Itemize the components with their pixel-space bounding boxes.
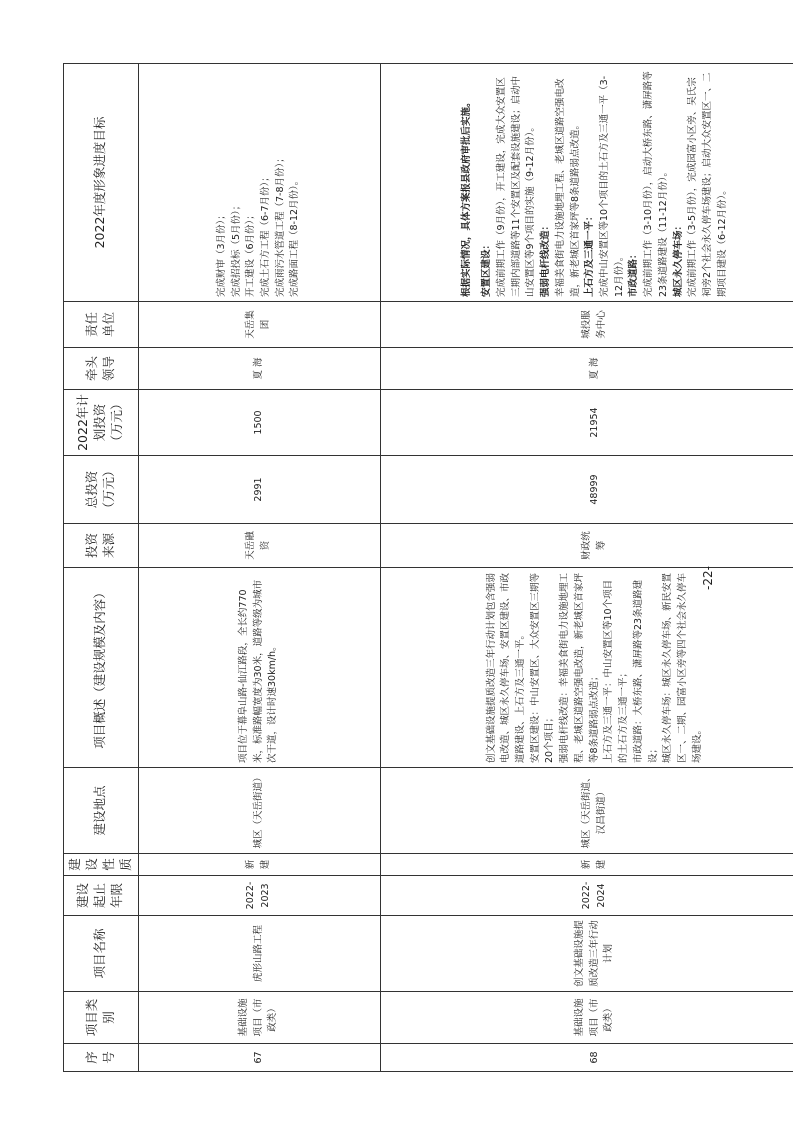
row67-goal: 完成财审（3月份）； 完成招投标（5月份）； 开工建设（6月份）； 完成土石方工程（6-7月份）； 完成雨污水管道工程（7-8月份）； 完成路面工程（8-12月份）。 — [138, 64, 380, 302]
row68-summary: 创文基础设施提质改造三年行动计划包含强弱电改造、城区永久停车场、安置区建设、市政道路建设、上石方及三通一平。 安置区建设：中山安置区、大众安置区三期等20个项目； 强弱电杆线改造：幸福美食街电力设施地埋工程、老城区道路空强电改造，新老城区首家坪等8条道路弱点改造； 上石方及三通一平：中山安置区等10个项目的土石方及三通一平； 市政道路：大桥东路、潇屏路等23条道路建设； 城区永久停车场：城区永久停车场、新民安置区一、二期、园富小区旁等四个社会永久停车场建设。 — [380, 568, 793, 768]
table-row — [380, 64, 793, 1072]
row68-nature: 新建 — [380, 854, 793, 876]
header-summary: 项目概述（建设规模及内容） — [64, 568, 139, 768]
header-goal: 2022年度形象进度目标 — [64, 64, 139, 302]
goal-section — [480, 68, 539, 297]
header-name: 项目名称 — [64, 916, 139, 992]
row68-period: 2022-2024 — [380, 876, 793, 916]
goal-section-text: 完成前期工作（3-10月份），启动大桥东路、潇屏路等23条道路建设（11-12月份）。 — [643, 71, 669, 297]
row68-goal — [380, 64, 793, 302]
header-leader: 牵头领导 — [64, 348, 139, 390]
goal-section — [583, 68, 627, 297]
row68-total: 48999 — [380, 456, 793, 524]
header-nature: 建设性质 — [64, 854, 139, 876]
goal-section-title: 市政道路： — [628, 249, 640, 297]
goal-section — [672, 68, 731, 297]
goal-section — [627, 68, 671, 297]
header-location: 建设地点 — [64, 768, 139, 854]
goal-section-title: 强弱电杆线改造： — [540, 220, 552, 297]
row68-location: 城区（天岳街道、汉昌街道） — [380, 768, 793, 854]
goal-section-title: 城区永久停车场： — [672, 220, 684, 297]
table-row — [138, 64, 380, 1072]
row68-category: 基础设施项目（市政类） — [380, 992, 793, 1044]
row67-source: 天岳融资 — [138, 524, 380, 568]
row67-nature: 新建 — [138, 854, 380, 876]
row68-plan2022: 21954 — [380, 390, 793, 456]
header-row — [64, 64, 139, 1072]
goal-section — [539, 68, 583, 297]
goal-section-text: 完成中山安置区等10个项目的土石方及三通一平（3-12月份）。 — [599, 75, 625, 297]
header-plan2022: 2022年计划投资（万元） — [64, 390, 139, 456]
row67-plan2022: 1500 — [138, 390, 380, 456]
goal-section-text: 完成前期工作（3-5月份），完成园富小区旁、吴氏宗祠旁2个社会永久停车场建设；启动大众安置区一、二期项目建设（6-12月份）。 — [687, 72, 728, 297]
goal-section-title: 安置区建设： — [481, 239, 493, 297]
row67-location: 城区（天岳街道） — [138, 768, 380, 854]
rotated-table-container — [63, 64, 793, 1072]
header-category: 项目类别 — [64, 992, 139, 1044]
page-number: -22- — [701, 566, 715, 590]
row67-leader: 夏 海 — [138, 348, 380, 390]
row68-leader: 夏 海 — [380, 348, 793, 390]
row68-name: 创文基础设施提质改造三年行动计划 — [380, 916, 793, 992]
row67-period: 2022-2023 — [138, 876, 380, 916]
goal-note: 根据实际情况，具体方案报县政府审批后实施。 — [460, 97, 472, 297]
row67-category: 基础设施项目（市政类） — [138, 992, 380, 1044]
row67-summary: 项目位于幕阜山路-仙江路段，全长约770米，标准路幅宽度为30米，道路等级为城市次干道，设计时速30km/h。 — [138, 568, 380, 768]
row68-unit: 城投服务中心 — [380, 302, 793, 348]
row67-seq: 67 — [138, 1044, 380, 1072]
header-period: 建设起止年限 — [64, 876, 139, 916]
goal-section-text: 完成前期工作（9月份），开工建设，完成大众安置区三期内部道路等11个安置区及配套设施建设；启动中山安置区等9个项目的实施（9-12月份）。 — [495, 75, 537, 297]
row68-seq: 68 — [380, 1044, 793, 1072]
row68-source: 财政统筹 — [380, 524, 793, 568]
header-total: 总投资（万元） — [64, 456, 139, 524]
row67-total: 2991 — [138, 456, 380, 524]
header-source: 投资来源 — [64, 524, 139, 568]
header-seq: 序号 — [64, 1044, 139, 1072]
goal-section-text: 幸福美食街电力设施地埋工程、老城区道路空强电改造，新老城区首家坪等8条道路弱点改造。 — [554, 78, 581, 297]
goal-section-title: 上石方及三通一平： — [584, 211, 596, 297]
header-unit: 责任单位 — [64, 302, 139, 348]
project-table — [63, 63, 793, 1072]
row67-name: 虎形山路工程 — [138, 916, 380, 992]
row67-unit: 天岳集团 — [138, 302, 380, 348]
